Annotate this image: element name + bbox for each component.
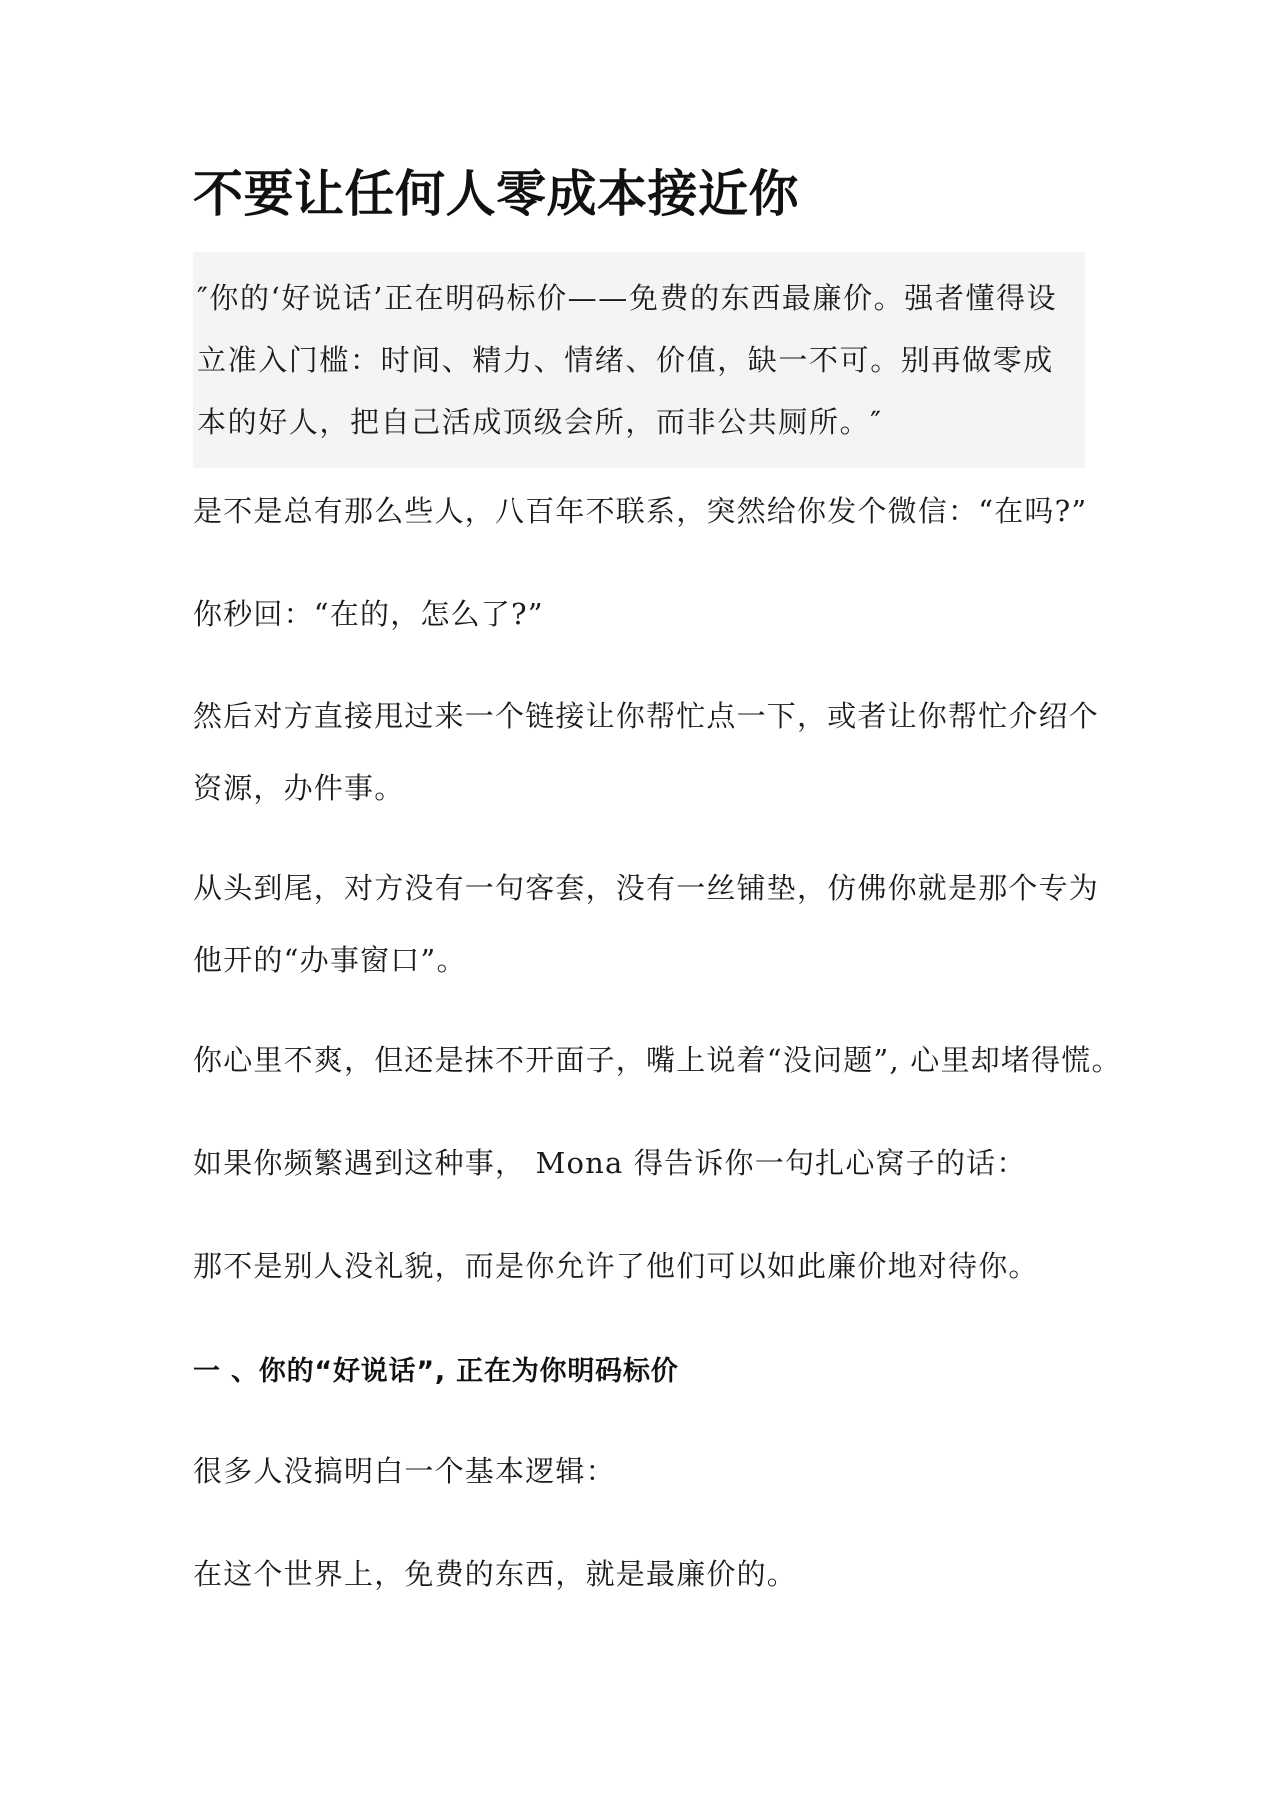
- paragraph-line: 那不是别人没礼貌，而是你允许了他们可以如此廉价地对待你。: [193, 1249, 1039, 1283]
- paragraph-line: 你秒回：“在的，怎么了?”: [193, 597, 544, 631]
- paragraph-line: 资源，办件事。: [193, 771, 405, 805]
- paragraph: [193, 852, 1099, 996]
- quote-line: ″你的‘好说话’正在明码标价——免费的东西最廉价。强者懂得设: [197, 281, 1058, 315]
- paragraph-line: 从头到尾，对方没有一句客套，没有一丝铺垫，仿佛你就是那个专为: [193, 871, 1100, 905]
- paragraph-line: 他开的“办事窗口”。: [193, 943, 467, 977]
- quote-line: 本的好人，把自己活成顶级会所，而非公共厕所。″: [197, 405, 883, 439]
- paragraph: [193, 475, 1087, 547]
- paragraph-line: 是不是总有那么些人，八百年不联系，突然给你发个微信：“在吗?”: [193, 494, 1088, 528]
- quote-line: 立准入门槛：时间、精力、情绪、价值，缺一不可。别再做零成: [197, 343, 1054, 377]
- paragraph: [193, 680, 1099, 824]
- paragraph: [193, 578, 544, 650]
- paragraph: [193, 1230, 1039, 1302]
- paragraph: [193, 1024, 1122, 1096]
- paragraph-line: 然后对方直接甩过来一个链接让你帮忙点一下，或者让你帮忙介绍个: [193, 699, 1100, 733]
- section-heading: 一 、你的“好说话”, 正在为你明码标价: [193, 1356, 679, 1387]
- paragraph-line: 很多人没搞明白一个基本逻辑：: [193, 1454, 616, 1488]
- paragraph-line: 在这个世界上，免费的东西，就是最廉价的。: [193, 1557, 798, 1591]
- paragraph-line: 你心里不爽，但还是抹不开面子，嘴上说着“没问题”, 心里却堵得慌。: [193, 1043, 1122, 1077]
- paragraph-line: 如果你频繁遇到这种事， Mona 得告诉你一句扎心窝子的话：: [193, 1146, 1027, 1180]
- article-title: 不要让任何人零成本接近你: [193, 165, 799, 223]
- paragraph: [193, 1127, 1027, 1199]
- paragraph: [193, 1435, 616, 1507]
- paragraph: [193, 1538, 797, 1610]
- summary-quote-block: [193, 252, 1085, 468]
